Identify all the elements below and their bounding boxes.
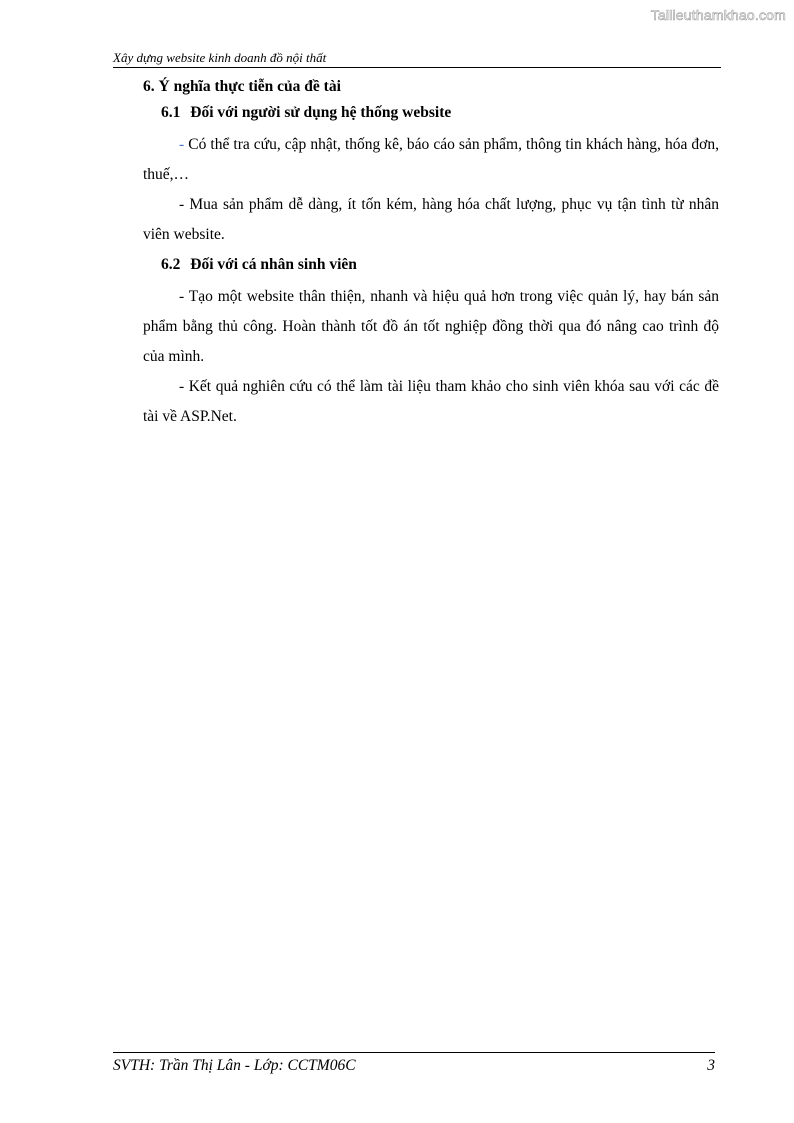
subsection-number: 6.1 (161, 104, 181, 121)
subsection-title: Đối với người sử dụng hệ thống website (190, 104, 452, 121)
section-heading: 6. Ý nghĩa thực tiễn của đề tài (143, 78, 341, 95)
watermark-text: Tailieuthamkhao.com (650, 7, 786, 23)
paragraph: - Kết quả nghiên cứu có thể làm tài liệu tham khảo cho sinh viên khóa sau với các đề tài về ASP.Net. (143, 378, 719, 425)
page-header: Xây dựng website kinh doanh đồ nội thất (113, 50, 721, 68)
subsection-heading-6-2 (143, 254, 719, 284)
page-footer (113, 1052, 715, 1075)
paragraph: - Mua sản phẩm dễ dàng, ít tốn kém, hàng hóa chất lượng, phục vụ tận tình từ nhân viên website. (143, 196, 719, 243)
paragraph (143, 130, 719, 190)
paragraph: - Tạo một website thân thiện, nhanh và hiệu quả hơn trong việc quản lý, hay bán sản phẩm bằng thủ công. Hoàn thành tốt đồ án tốt nghiệp đồng thời qua đó nâng cao trình độ của mình. (143, 288, 719, 365)
subsection-heading-6-1 (143, 102, 719, 132)
page-number: 3 (707, 1057, 715, 1074)
footer-author: SVTH: Trần Thị Lân - Lớp: CCTM06C (113, 1057, 356, 1074)
subsection-number: 6.2 (161, 256, 181, 273)
subsection-title: Đối với cá nhân sinh viên (190, 256, 357, 273)
paragraph-text: Có thể tra cứu, cập nhật, thống kê, báo cáo sản phẩm, thông tin khách hàng, hóa đơn, thuế,… (143, 136, 719, 183)
bullet-dash: - (179, 136, 185, 153)
document-body (143, 76, 719, 432)
